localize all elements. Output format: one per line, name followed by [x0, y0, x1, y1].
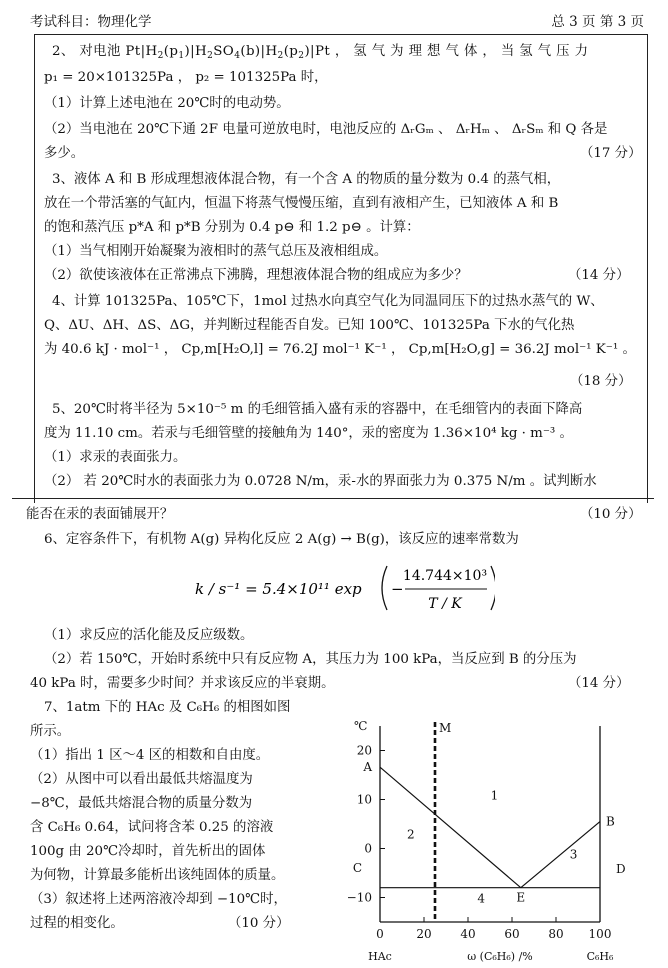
liquidus-line-2 [521, 822, 600, 888]
x-tick-label: 40 [460, 927, 476, 941]
formula-denominator: T / K [428, 596, 462, 612]
y-axis-label: ℃ [354, 719, 368, 733]
point-label-C: C [352, 861, 362, 876]
point-label-D: D [616, 862, 626, 877]
q2-line3: （1）计算上述电池在 20℃时的电动势。 [44, 96, 290, 111]
y-tick-label: 0 [364, 841, 372, 856]
q5-line4: （2） 若 20℃时水的表面张力为 0.0728 N/m，汞-水的界面张力为 0.375 N/m 。试判断水 [44, 474, 597, 489]
x-tick-label: 80 [548, 927, 564, 941]
q3-line1: 3、液体 A 和 B 形成理想液体混合物，有一个含 A 的物质的量分数为 0.4 的蒸气相， [52, 172, 561, 187]
q7-line5: −8℃，最低共熔混合物的质量分数为 [30, 796, 253, 811]
q2-line2: p₁ = 20×101325Pa ， p₂ = 101325Pa 时， [44, 70, 328, 85]
y-tick-label: 20 [356, 743, 372, 758]
formula-numerator: 14.744×10³ [402, 568, 488, 584]
q5-line1: 5、20℃时将半径为 5×10⁻⁵ m 的毛细管插入盛有汞的容器中，在毛细管内的表面下降高 [52, 402, 583, 417]
region-label-3: 3 [569, 847, 578, 862]
q7-line3: （1）指出 1 区～4 区的相数和自由度。 [30, 748, 270, 763]
q5-line5: 能否在汞的表面铺展开？ [26, 507, 174, 522]
q7-line7: 100g 由 20℃冷却时，首先析出的固体 [30, 844, 266, 859]
region-label-4: 4 [477, 891, 486, 906]
q3-score: （14 分） [568, 268, 630, 283]
point-label-A: A [363, 760, 372, 775]
y-tick-label: −10 [346, 890, 372, 905]
q6-line3: （2）若 150℃，开始时系统中只有反应物 A，其压力为 100 kPa，当反应到 B 的分压为 [44, 652, 577, 667]
q6-line1: 6、定容条件下，有机物 A(g) 异构化反应 2 A(g) → B(g)，该反应的速率常数为 [44, 532, 519, 547]
q4-line1: 4、计算 101325Pa、105℃下，1mol 过热水向真空气化为同温同压下的过热水蒸气的 W、 [52, 294, 604, 309]
formula-left: k / s⁻¹ = 5.4×10¹¹ exp [195, 580, 362, 598]
q7-line1: 7、1atm 下的 HAc 及 C₆H₆ 的相图如图 [44, 700, 291, 715]
exam-subject: 考试科目：物理化学 [30, 14, 152, 30]
q7-line8: 为何物，计算最多能析出该纯固体的质量。 [30, 868, 285, 883]
q7-line10: 过程的相变化。 [30, 916, 124, 931]
q3-line2: 放在一个带活塞的气缸内，恒温下将蒸气慢慢压缩，直到有液相产生，已知液体 A 和 B [44, 196, 559, 211]
q7-line6: 含 C₆H₆ 0.64，试问将含苯 0.25 的溶液 [30, 820, 274, 835]
q2-line5: 多少。 [44, 146, 85, 161]
x-tick-label: 60 [504, 927, 520, 941]
q6-line4: 40 kPa 时，需要多少时间？并求该反应的半衰期。 [30, 676, 335, 691]
x-tick-label: 100 [588, 927, 612, 941]
q7-line4: （2）从图中可以看出最低共熔温度为 [30, 772, 253, 787]
formula-paren-left [382, 566, 387, 610]
q4-line3: 为 40.6 kJ · mol⁻¹ ， Cp,m[H₂O,l] = 76.2J mol⁻¹ K⁻¹ ， Cp,m[H₂O,g] = 36.2J mol⁻¹ K⁻¹ 。 [44, 342, 636, 357]
formula-minus: − [391, 580, 404, 598]
q5-line2: 度为 11.10 cm。若汞与毛细管壁的接触角为 140°，汞的密度为 1.36×10⁴ kg · m⁻³ 。 [44, 426, 573, 441]
formula-paren-right [491, 566, 495, 610]
q2-line4: （2）当电池在 20℃下通 2F 电量可逆放电时，电池反应的 ΔᵣGₘ 、 ΔᵣHₘ 、 ΔᵣSₘ 和 Q 各是 [44, 122, 608, 137]
x-axis-label: ω (C₆H₆) /% [467, 950, 533, 963]
q3-line4: （1）当气相刚开始凝聚为液相时的蒸气总压及液相组成。 [44, 244, 388, 259]
point-label-B: B [606, 814, 615, 829]
q2-score: （17 分） [580, 146, 642, 161]
page-header [30, 8, 644, 30]
q2-line1: 2、 对电池 $Pt|H_2(p_1)|H_2SO_4(b)|H_2(p_2)|Pt$ ， 氢 气 为 理 想 气 体 ， 当 氢 气 压 力 [52, 44, 589, 61]
q4-score: （18 分） [570, 374, 632, 389]
q5-score: （10 分） [580, 507, 642, 522]
point-label-M: M [439, 720, 452, 735]
x-left-label: HAc [368, 950, 392, 963]
point-label-E: E [516, 890, 526, 905]
q3-line3: 的饱和蒸汽压 p*A 和 p*B 分别为 0.4 p⊖ 和 1.2 p⊖ 。计算： [44, 220, 420, 235]
x-tick-label: 20 [416, 927, 432, 941]
x-right-label: C₆H₆ [586, 950, 614, 963]
question-frame-divider [12, 498, 654, 499]
phase-diagram [322, 708, 662, 966]
liquidus-line-1 [380, 767, 521, 888]
q6-line2: （1）求反应的活化能及反应级数。 [44, 628, 254, 643]
y-tick-label: 10 [356, 792, 372, 807]
q3-line5: （2）欲使该液体在正常沸点下沸腾，理想液体混合物的组成应为多少？ [44, 268, 468, 283]
q7-line2: 所示。 [30, 724, 71, 739]
q7-score: （10 分） [228, 916, 290, 931]
region-label-1: 1 [490, 788, 499, 803]
q4-line2: Q、ΔU、ΔH、ΔS、ΔG，并判断过程能否自发。已知 100℃、101325Pa 下水的气化热 [44, 318, 575, 333]
q5-line3: （1）求汞的表面张力。 [44, 450, 187, 465]
rate-constant-formula [195, 558, 495, 618]
region-label-2: 2 [406, 827, 415, 842]
q7-line9: （3）叙述将上述两溶液冷却到 −10℃时， [30, 892, 287, 907]
page-number: 总 3 页 第 3 页 [551, 14, 644, 30]
q6-score: （14 分） [568, 676, 630, 691]
x-tick-label: 0 [376, 927, 384, 941]
